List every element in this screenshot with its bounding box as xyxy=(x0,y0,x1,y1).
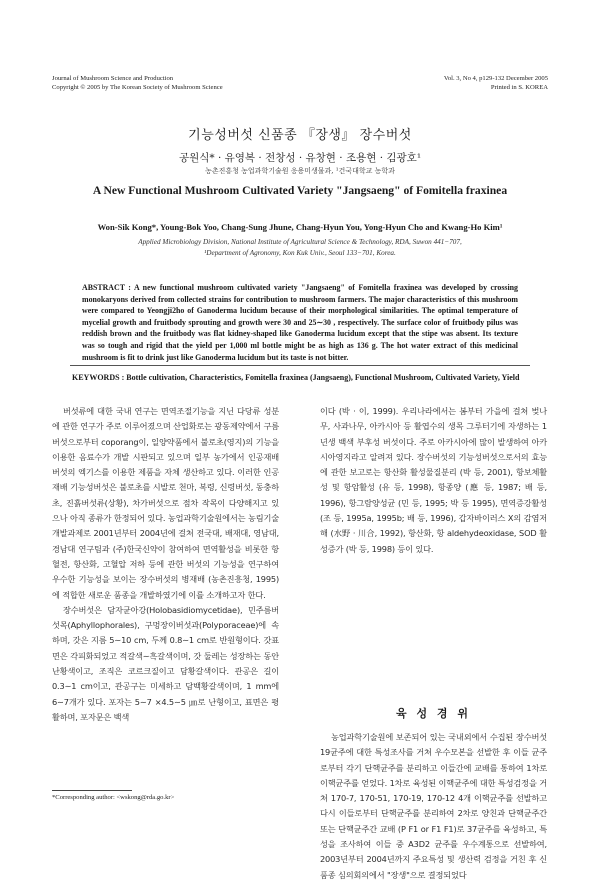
body-paragraph: 이다 (박 · 이, 1999). 우리나라에서는 봄부터 가을에 걸쳐 벚나무, 사과나무, 아카시아 등 활엽수의 생목 그루터기에 자생하는 1년생 백색 부후성 버섯이다. 주로 아카시아에 많이 발생하여 아카시아영지라고 알려져 있다. 장수버섯의 기능성버섯으로서의 효능에 관한 보고로는 항산화 활성물질분리 (박 등, 2001), 항보체활성 및 항암활성 (유 등, 1998), 항종양 (應 등, 1987; 배 등, 1996), 항그람양성균 (민 등, 1995; 박 등 1995), 면역증강활성 (조 등, 1995a, 1995b; 배 등, 1996), 갑자바이러스 X의 감염저해 (水野 · 川合, 1992), 항산화, 항 aldehydeoxidase, SOD 활성증가 (박 등, 1998) 등이 있다. xyxy=(320,406,547,554)
journal-header-right xyxy=(444,74,548,92)
keywords: KEYWORDS : Bottle cultivation, Characteristics, Fomitella fraxinea (Jangsaeng), Functional Mushroom, Cultivated Variety, Yield xyxy=(72,373,520,382)
footnote: *Corresponding author: <wskong@rda.go.kr> xyxy=(52,794,175,801)
volume-info: Vol. 3, No 4, p129-132 December 2005 xyxy=(443,75,548,82)
authors-english: Won-Sik Kong*, Young-Bok Yoo, Chang-Sung Jhune, Chang-Hyun You, Yong-Hyun Cho and Kwang-Ho Kim¹ xyxy=(97,222,503,232)
title-korean: 기능성버섯 신품종 『장생』 장수버섯 xyxy=(188,128,412,143)
journal-header-left xyxy=(52,74,223,92)
body-paragraph: 버섯류에 대한 국내 연구는 면역조절기능을 지닌 다당류 성분에 관한 연구가 주로 이루어졌으며 산업화로는 광동제약에서 구름버섯으로부터 coporang이, 일양약품에서 불로초(영지)의 기능을 이용한 음료수가 개발 시판되고 있으며 일부 농가에서 인공재배 버섯의 엑기스를 이용한 제품을 자체 생산하고 있다. 이러한 인공재배 기능성버섯은 불로초를 시발로 천마, 복령, 신령버섯, 동충하초, 진흙버섯류(상황), 차가버섯으로 점차 작목이 다양해지고 있으나 아직 종류가 한정되어 있다. 농업과학기술원에서는 농림기술개발과제로 2001년부터 2004년에 걸쳐 전국대, 배재대, 영남대, 경남대 연구팀과 (주)한국신약이 참여하여 면역활성을 비롯한 항혈전, 항산화, 고혈압 저하 등에 관한 버섯의 기능성을 연구하여 우수한 기능성을 보이는 장수버섯의 병재배 (농촌진흥청, 1995)에 적합한 새로운 품종을 개발하였기에 이를 소개하고자 한다. xyxy=(52,406,279,600)
body-right-column xyxy=(320,404,547,557)
affiliation-english xyxy=(0,237,600,259)
affiliation-english-2: ¹Department of Agronomy, Kon Kuk Univ., Seoul 133−701, Korea. xyxy=(204,249,396,257)
affiliation-korean: 농촌진흥청 농업과학기술원 응용미생물과, ¹건국대학교 농학과 xyxy=(205,167,395,175)
copyright: Copyright © 2005 by The Korean Society of Mushroom Science xyxy=(52,84,223,91)
body-paragraph: 농업과학기술원에 보존되어 있는 국내외에서 수집된 장수버섯 19균주에 대한 특성조사를 거쳐 우수모본을 선발한 후 이들 균주로부터 각기 단핵균주를 분리하고 이들간에 교배를 통하여 1차로 이핵균주를 얻었다. 1차로 육성된 이핵균주에 대한 특성검정을 거쳐 170-7, 170-51, 170-19, 170-12 4개 이핵균주를 선발하고 다시 이들로부터 단핵균주를 분리하여 2차로 양친과 단핵균주간 또는 단핵균주간 교배 (P F1 or F1 F1)로 37균주를 육성하고, 특성을 조사하여 이들 중 A3D2 균주를 우수계통으로 선발하여, 2003년부터 2004년까지 주요특성 및 생산력 검정을 거친 후 신품종 심의회의에서 "장생"으로 결정되었다 xyxy=(320,732,547,880)
section-rule xyxy=(70,365,530,366)
body-right-column-2 xyxy=(320,730,547,883)
section-heading: 육 성 경 위 xyxy=(396,707,471,720)
journal-name: Journal of Mushroom Science and Production xyxy=(52,75,174,82)
printed-in: Printed in S. KOREA xyxy=(490,84,548,91)
authors-korean: 공원식* · 유영복 · 전창성 · 유창현 · 조용현 · 김광호¹ xyxy=(178,152,422,164)
footnote-rule xyxy=(52,790,132,791)
affiliation-english-1: Applied Microbiology Division, National Institute of Agricultural Science & Technology, RDA, Suwon 441−707, xyxy=(138,238,462,246)
abstract: ABSTRACT : A new functional mushroom cultivated variety "Jangsaeng" of Fomitella fraxinea was developed by crossing monokaryons derived from collected strains for contribution to mushroom farmers. The major characteristics of this mushroom were compared to Yeongji2ho of Ganoderma lucidum because of their morphological similarities. The optimal temperature of mycelial growth and fruitbody sprouting and growth were 30 and 25∼30 , respectively. The surface color of fruitbody pilus was reddish brown and the fruitbody was flat kidney-shaped like Ganoderma lucidum except that the stipe was absent. Its texture was so tough and rigid that the yield per 1,000 ml bottle might be as high as 136 g. The hot water extract of this medicinal mushroom is fit to drink just like Ganoderma lucidum but its taste is not bitter. xyxy=(82,283,518,362)
body-paragraph: 장수버섯은 담자균아강(Holobasidiomycetidae), 민주름버섯목(Aphyllophorales), 구멍장이버섯과(Polyporaceae)에 속하며, 갓은 지름 5∼10 cm, 두께 0.8∼1 cm로 반원형이다. 갓표면은 각피화되었고 적갈색∼흑갈색이며, 갓 둘레는 성장하는 동안 난황색이고, 조직은 코르크질이고 담황갈색이다. 관공은 길이 0.3∼1 cm이고, 관공구는 미세하고 담백황갈색이며, 1 mm에 6∼7개가 있다. 포자는 5∼7 ×4.5∼5 ㎛로 난형이고, 표면은 평활하며, 포자문은 백색 xyxy=(52,604,279,722)
title-english: A New Functional Mushroom Cultivated Variety "Jangsaeng" of Fomitella fraxinea xyxy=(92,184,508,197)
body-left-column xyxy=(52,404,279,725)
